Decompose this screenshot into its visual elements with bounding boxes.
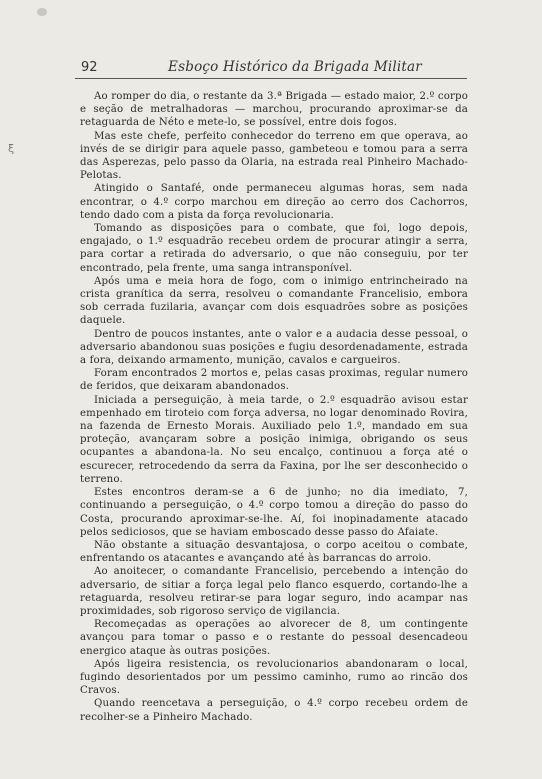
paragraph: Atingido o Santafé, onde permaneceu algumas horas, sem nada encontrar, o 4.º corpo marchou em direção ao cerro dos Cachorros, tendo dado com a pista da força revolucionaria. [80, 183, 468, 221]
paragraph: Foram encontrados 2 mortos e, pelas casas proximas, regular numero de feridos, que deixaram abandonados. [80, 368, 468, 393]
paragraph: Após ligeira resistencia, os revolucionarios abandonaram o local, fugindo desorientados por um pessimo caminho, rumo ao rincão dos Cravos. [80, 658, 468, 697]
paragraph: Dentro de poucos instantes, ante o valor e a audacia desse pessoal, o adversario abandonou suas posições e fugiu desordenadamente, estrada a fora, deixando armamento, munição, cavalos e cargueiros. [80, 328, 468, 367]
paragraph: Mas este chefe, perfeito conhecedor do terreno em que operava, ao invés de se dirigir para aquele passo, gambeteou e tomou para a serra das Asperezas, pelo passo da Olaria, na estrada real Pinheiro Machado-Pelotas. [80, 130, 468, 182]
paragraph: Ao romper do dia, o restante da 3.ª Brigada — estado maior, 2.º corpo e seção de metralhadoras — marchou, procurando aproximar-se da retaguarda de Néto e mete-lo, se possível, entre dois fogos. [80, 91, 468, 129]
page-header [75, 58, 467, 79]
running-title: Esboço Histórico da Brigada Militar [168, 59, 422, 75]
paragraph: Iniciada a perseguição, à meia tarde, o 2.º esquadrão avisou estar empenhado em tiroteio com força adversa, no logar denominado Rovira, na fazenda de Ernesto Morais. Auxiliado pelo 1.º, mandado em sua proteção, avançaram sobre a posição inimiga, obrigando os seus ocupantes a abandona-la. No seu encalço, continuou a força até o escurecer, retrocedendo da serra da Faxina, por lhe ser desconhecido o terreno. [80, 394, 468, 485]
margin-mark: ξ [8, 142, 15, 155]
paragraph: Recomeçadas as operações ao alvorecer de 8, um contingente avançou para tomar o passo e o restante do pessoal desencadeou energico ataque às outras posições. [80, 619, 468, 657]
paragraph: Estes encontros deram-se a 6 de junho; no dia imediato, 7, continuando a perseguição, o 4.º corpo tomou a direção do passo do Costa, procurando aproximar-se-lhe. Aí, foi inopinadamente atacado pelos sediciosos, que se haviam emboscado desse passo do Afaiate. [80, 487, 468, 538]
paragraph: Tomando as disposições para o combate, que foi, logo depois, engajado, o 1.º esquadrão recebeu ordem de procurar atingir a serra, para cortar a retirada do adversario, o que não conseguiu, por ter encontrado, pela frente, uma sanga intransponível. [80, 223, 468, 274]
page-number: 92 [81, 60, 98, 75]
paper-blemish [37, 8, 47, 16]
paragraph: Quando reencetava a perseguição, o 4.º corpo recebeu ordem de recolher-se a Pinheiro Machado. [80, 698, 468, 723]
paragraph: Não obstante a situação desvantajosa, o corpo aceitou o combate, enfrentando os atacantes e avançando até às barrancas do arroio. [80, 539, 468, 565]
paragraph: Após uma e meia hora de fogo, com o inimigo entrincheirado na crista granítica da serra, resolveu o comandante Francelisio, embora sob cerrada fuzilaria, avançar com dois esquadrões sobre as posições daquele. [80, 275, 468, 327]
body-text [80, 90, 468, 770]
paragraph: Ao anoitecer, o comandante Francelisio, percebendo a intenção do adversario, de sitiar a força legal pelo flanco esquerdo, cortando-lhe a retaguarda, resolveu retirar-se para logar seguro, indo acampar nas proximidades, sob rigoroso serviço de vigilancia. [80, 566, 468, 617]
